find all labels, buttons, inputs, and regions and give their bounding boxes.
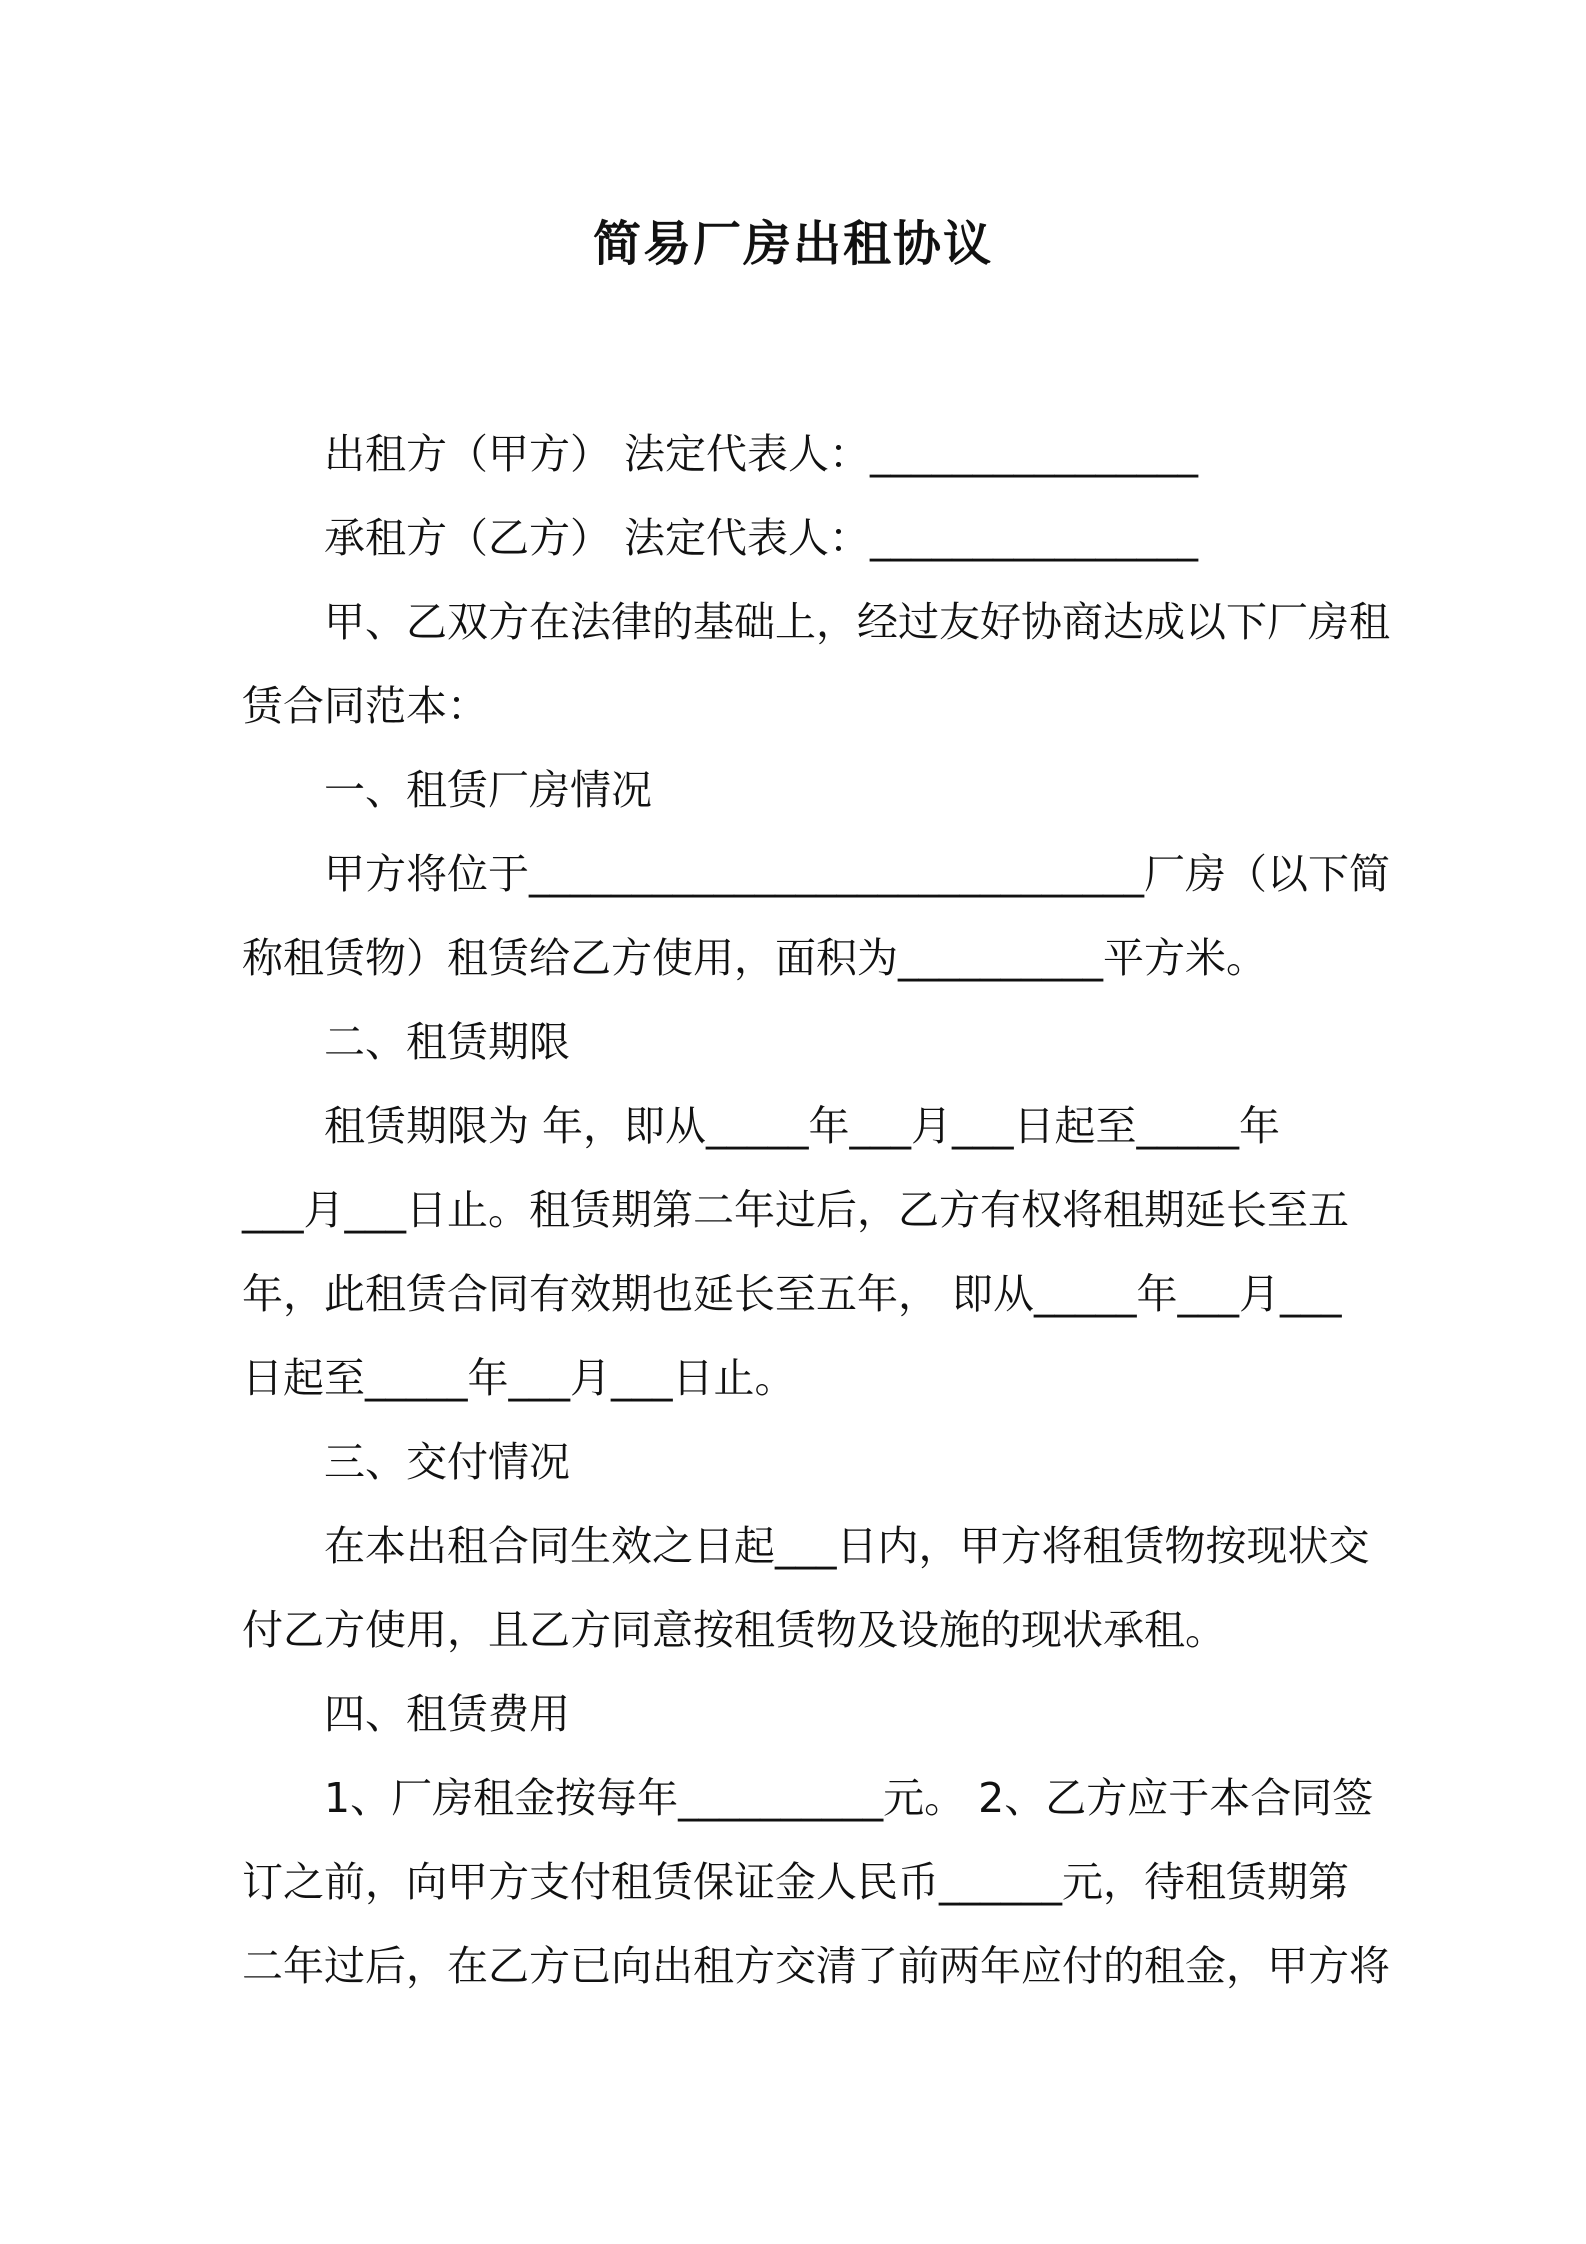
section-4-line-3: 二年过后，在乙方已向出租方交清了前两年应付的租金，甲方将	[242, 1942, 1390, 1990]
section-2-line-1: 租赁期限为 年，即从_____年___月___日起至_____年	[324, 1102, 1281, 1150]
document-title: 简易厂房出租协议	[592, 216, 993, 272]
lessee-line: 承租方（乙方） 法定代表人：________________	[324, 514, 1199, 562]
document-body	[242, 412, 1390, 2008]
section-2-line-4: 日起至_____年___月___日止。	[242, 1354, 796, 1402]
section-2-line-2: ___月___日止。租赁期第二年过后，乙方有权将租期延长至五	[242, 1186, 1349, 1234]
section-heading-3: 三、交付情况	[324, 1438, 570, 1486]
section-1-line-2: 称租赁物）租赁给乙方使用，面积为__________平方米。	[242, 934, 1267, 982]
section-2-line-3: 年，此租赁合同有效期也延长至五年， 即从_____年___月___	[242, 1270, 1342, 1318]
section-1-line-1: 甲方将位于______________________________厂房（以下简	[324, 850, 1390, 898]
section-3-line-1: 在本出租合同生效之日起___日内，甲方将租赁物按现状交	[324, 1522, 1370, 1570]
section-4-line-2: 订之前，向甲方支付租赁保证金人民币______元，待租赁期第	[242, 1858, 1349, 1906]
section-heading-2: 二、租赁期限	[324, 1018, 570, 1066]
preamble-line-1: 甲、乙双方在法律的基础上，经过友好协商达成以下厂房租	[324, 598, 1390, 646]
section-heading-1: 一、租赁厂房情况	[324, 766, 652, 814]
section-heading-4: 四、租赁费用	[324, 1690, 570, 1738]
section-4-line-1: 1、厂房租金按每年__________元。 2、乙方应于本合同签	[324, 1774, 1374, 1822]
preamble-line-2: 赁合同范本：	[242, 682, 488, 730]
lessor-line: 出租方（甲方） 法定代表人：________________	[324, 430, 1199, 478]
section-3-line-2: 付乙方使用，且乙方同意按租赁物及设施的现状承租。	[242, 1606, 1226, 1654]
